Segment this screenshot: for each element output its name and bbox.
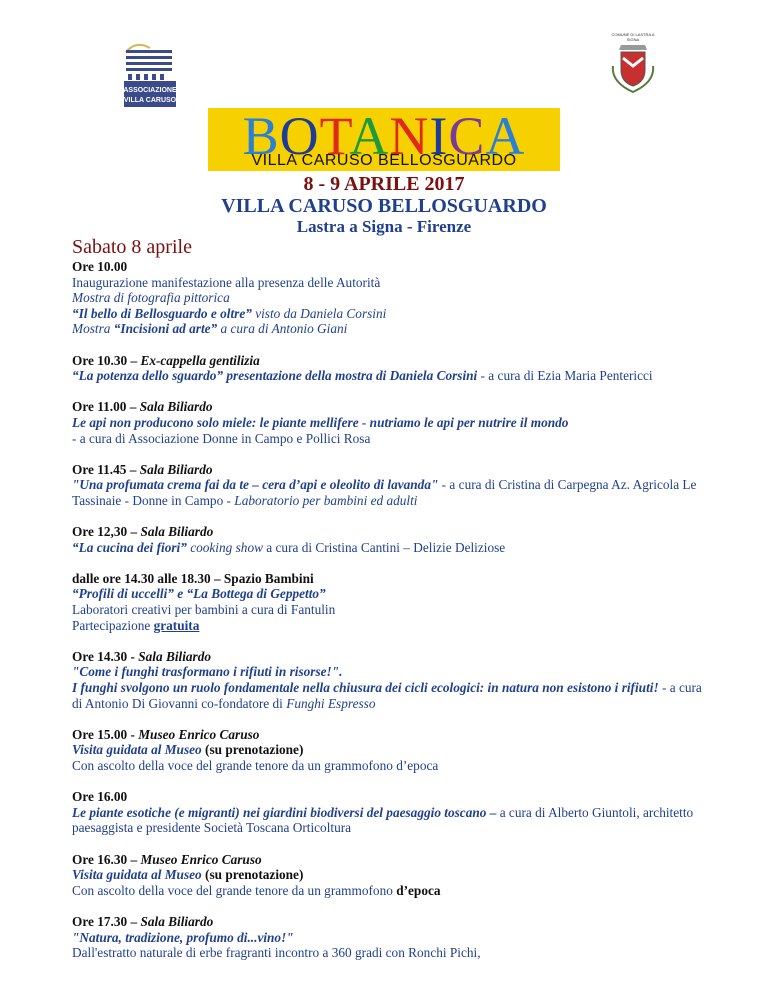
item-title: "Una profumata crema fai da te – cera d’api e oleolito di lavanda": [72, 477, 439, 493]
banner-letter: C: [448, 106, 486, 166]
program-item: [72, 524, 702, 555]
banner-letter: T: [319, 106, 350, 166]
comune-logo-text: COMUNE DI LASTRA A SIGNA: [611, 32, 655, 42]
program-item: [72, 852, 702, 899]
item-text: Funghi Espresso: [286, 695, 376, 711]
program-item: [72, 649, 702, 711]
item-text: Dall'estratto naturale di erbe fragranti incontro a 360 gradi con Ronchi Pichi,: [72, 945, 481, 961]
item-place: Sala Biliardo: [140, 524, 214, 540]
item-text: Mostra di fotografia pittorica: [72, 290, 230, 306]
item-text: Con ascolto della voce del grande tenore da un grammofono d’epoca: [72, 758, 439, 773]
item-text: - a cura di Associazione Donne in Campo e Pollici Rosa: [72, 430, 371, 446]
banner-letter: O: [279, 106, 320, 166]
item-text: - a cura di Cristina di Carpegna Az. Agricola Le Tassinaie - Donne in Campo -: [72, 477, 697, 508]
crest-icon: [605, 36, 661, 98]
item-title: Visita guidata al Museo: [72, 867, 202, 883]
item-text: d’epoca: [396, 882, 441, 898]
program-item: [72, 914, 702, 961]
item-time: Ore 16.00: [72, 789, 128, 805]
item-text: - a cura di Antonio Di Giovanni co-fondatore di: [72, 680, 702, 711]
item-text: visto da Daniela Corsini: [251, 305, 387, 321]
item-title: "Come i funghi trasformano i rifiuti in risorse!".: [72, 664, 343, 680]
item-place: Ex-cappella gentilizia: [140, 352, 260, 368]
program-item: [72, 353, 702, 384]
program: [72, 259, 702, 976]
item-place: Museo Enrico Caruso: [138, 726, 260, 742]
item-text: (su prenotazione): [201, 742, 304, 758]
banner-letter: I: [429, 106, 449, 166]
item-title: “Il bello di Bellosguardo e oltre”: [72, 305, 252, 321]
banner-letter: A: [485, 106, 526, 166]
item-place: Sala Biliardo: [140, 913, 214, 929]
item-text: - a cura di Ezia Maria Pentericci: [477, 368, 653, 384]
item-title: “La potenza dello sguardo” presentazione della mostra di Daniela Corsini: [72, 368, 478, 384]
item-title: Le api non producono solo miele: le piante mellifere - nutriamo le api per nutrire il mondo: [72, 414, 569, 430]
item-place: Sala Biliardo: [139, 399, 213, 415]
program-item: [72, 571, 702, 633]
banner-subtitle: VILLA CARUSO BELLOSGUARDO: [251, 152, 517, 169]
banner-letter: N: [389, 106, 430, 166]
associazione-logo-line2: VILLA CARUSO: [123, 97, 177, 104]
program-item: [72, 399, 702, 446]
item-title: Visita guidata al Museo: [72, 742, 202, 758]
item-time: dalle ore 14.30 alle 18.30 – Spazio Bambini: [72, 570, 314, 586]
item-text: Laboratori creativi per bambini a cura di Fantulin: [72, 602, 336, 618]
item-title: “La cucina dei fiori”: [72, 539, 187, 555]
item-time: Ore 11.45 –: [72, 461, 140, 477]
item-title: Le piante esotiche (e migranti) nei giardini biodiversi del paesaggio toscano –: [72, 804, 497, 820]
item-text: Inaugurazione manifestazione alla presenza delle Autorità: [72, 274, 381, 290]
item-text: a cura di Antonio Giani: [217, 321, 348, 337]
item-title: I funghi svolgono un ruolo fondamentale nella chiusura dei cicli ecologici: in natura non esistono i rifiuti!: [72, 680, 659, 696]
associazione-logo-line1: ASSOCIAZIONE: [123, 87, 177, 94]
item-title: “Profili di uccelli” e “La Bottega di Geppetto”: [72, 586, 326, 602]
item-time: Ore 11.00 –: [72, 399, 140, 415]
event-venue: VILLA CARUSO BELLOSGUARDO: [221, 195, 547, 217]
item-time: Ore 16.30 –: [72, 851, 141, 867]
item-text: a cura di Cristina Cantini – Delizie Deliziose: [262, 539, 506, 555]
item-text: Con ascolto della voce del grande tenore da un grammofono: [72, 882, 397, 898]
item-place: Sala Biliardo: [139, 461, 213, 477]
item-title: "Natura, tradizione, profumo di...vino!": [72, 929, 294, 945]
item-text: cooking show: [186, 539, 263, 555]
banner-letter: A: [349, 106, 390, 166]
item-text: (su prenotazione): [201, 867, 304, 883]
event-place: Lastra a Signa - Firenze: [296, 217, 472, 236]
program-item: [72, 259, 702, 337]
item-text: a cura di Alberto Giuntoli, architetto paesaggista e presidente Società Toscana Orticoltura: [72, 804, 694, 836]
item-time: Ore 17.30 –: [72, 913, 141, 929]
item-text: Mostra: [72, 321, 114, 337]
item-place: Sala Biliardo: [138, 648, 212, 664]
item-text: Partecipazione: [72, 617, 154, 633]
item-text: Laboratorio per bambini ed adulti: [234, 492, 418, 508]
item-place: Museo Enrico Caruso: [140, 851, 262, 867]
event-dates: 8 - 9 APRILE 2017: [303, 173, 465, 195]
associazione-logo: [116, 38, 186, 108]
program-item: [72, 462, 702, 509]
item-time: Ore 10.00: [72, 259, 128, 274]
item-time: Ore 10.30 –: [72, 352, 141, 368]
botanica-banner: [208, 108, 560, 171]
day-heading: Sabato 8 aprile: [72, 236, 192, 258]
comune-crest: [605, 32, 661, 94]
banner-letter: B: [242, 106, 280, 166]
item-time: Ore 12,30 –: [72, 524, 141, 540]
program-item: [72, 789, 702, 836]
item-time: Ore 14.30 -: [72, 648, 139, 664]
item-time: Ore 15.00 -: [72, 726, 139, 742]
item-title: “Incisioni ad arte”: [113, 321, 218, 337]
program-item: [72, 727, 702, 774]
item-text: gratuita: [153, 617, 200, 633]
